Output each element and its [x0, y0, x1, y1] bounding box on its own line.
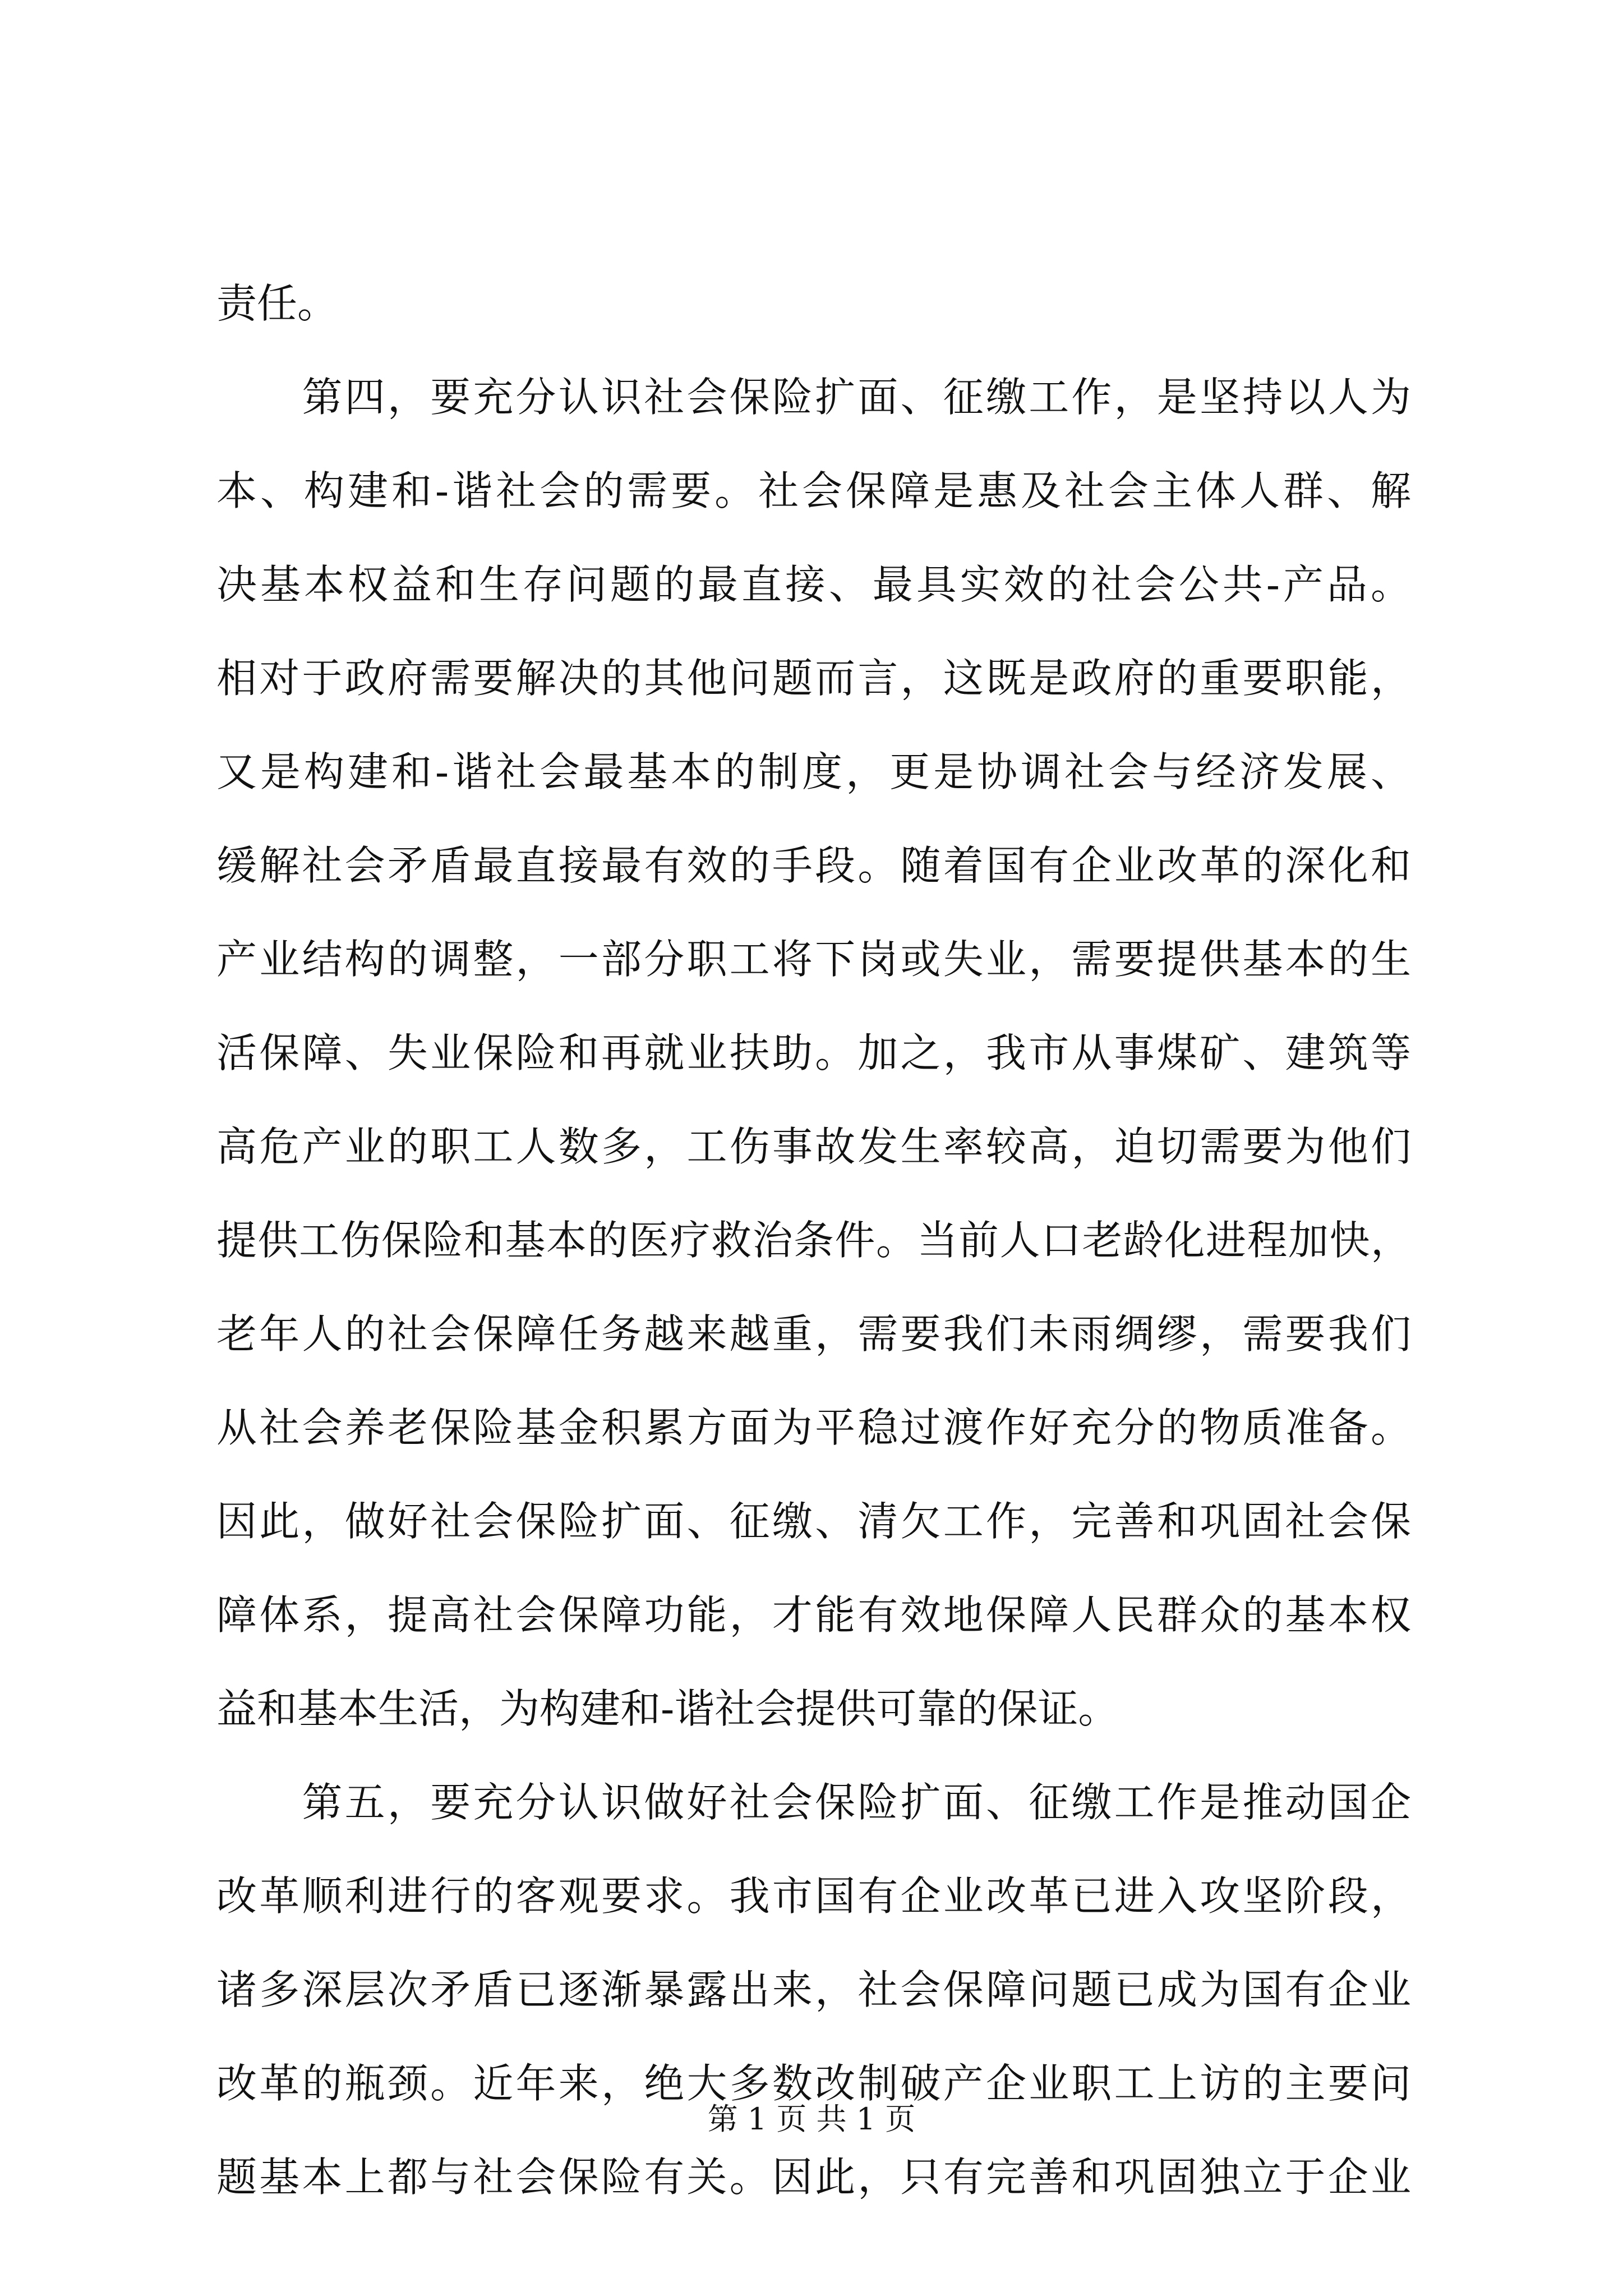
- text-line: 高危产业的职工人数多，工伤事故发生率较高，迫切需要为他们: [216, 1123, 1411, 1170]
- text-line: 老年人的社会保障任务越来越重，需要我们未雨绸缪，需要我们: [216, 1310, 1411, 1358]
- page-number-label: 第 1 页 共 1 页: [707, 2101, 916, 2137]
- text-line: 决基本权益和生存问题的最直接、最具实效的社会公共-产品。: [216, 561, 1411, 608]
- text-line: 从社会养老保险基金积累方面为平稳过渡作好充分的物质准备。: [216, 1404, 1411, 1451]
- text-line: 诸多深层次矛盾已逐渐暴露出来，社会保障问题已成为国有企业: [216, 1966, 1411, 2013]
- text-line: 缓解社会矛盾最直接最有效的手段。随着国有企业改革的深化和: [216, 842, 1411, 889]
- text-line: 活保障、失业保险和再就业扶助。加之，我市从事煤矿、建筑等: [216, 1029, 1411, 1076]
- text-line: 题基本上都与社会保险有关。因此，只有完善和巩固独立于企业: [216, 2154, 1411, 2201]
- text-line: 障体系，提高社会保障功能，才能有效地保障人民群众的基本权: [216, 1591, 1411, 1639]
- text-line: 提供工伤保险和基本的医疗救治条件。当前人口老龄化进程加快，: [216, 1217, 1411, 1264]
- page-footer: [0, 2097, 1623, 2142]
- text-line: 因此，做好社会保险扩面、征缴、清欠工作，完善和巩固社会保: [216, 1498, 1411, 1545]
- text-line: 又是构建和-谐社会最基本的制度，更是协调社会与经济发展、: [216, 748, 1411, 795]
- text-line: 本、构建和-谐社会的需要。社会保障是惠及社会主体人群、解: [216, 467, 1411, 514]
- text-line: 相对于政府需要解决的其他问题而言，这既是政府的重要职能，: [216, 655, 1411, 702]
- text-line: 产业结构的调整，一部分职工将下岗或失业，需要提供基本的生: [216, 936, 1411, 983]
- text-line: 第五，要充分认识做好社会保险扩面、征缴工作是推动国企: [216, 1779, 1411, 1826]
- document-body: [216, 257, 1411, 2224]
- text-line: 责任。: [216, 280, 338, 327]
- text-line: 第四，要充分认识社会保险扩面、征缴工作，是坚持以人为: [216, 374, 1411, 421]
- text-line: 改革的瓶颈。近年来，绝大多数改制破产企业职工上访的主要问: [216, 2060, 1411, 2107]
- text-line: 益和基本生活，为构建和-谐社会提供可靠的保证。: [216, 1685, 1119, 1732]
- text-line: 改革顺利进行的客观要求。我市国有企业改革已进入攻坚阶段，: [216, 1872, 1411, 1920]
